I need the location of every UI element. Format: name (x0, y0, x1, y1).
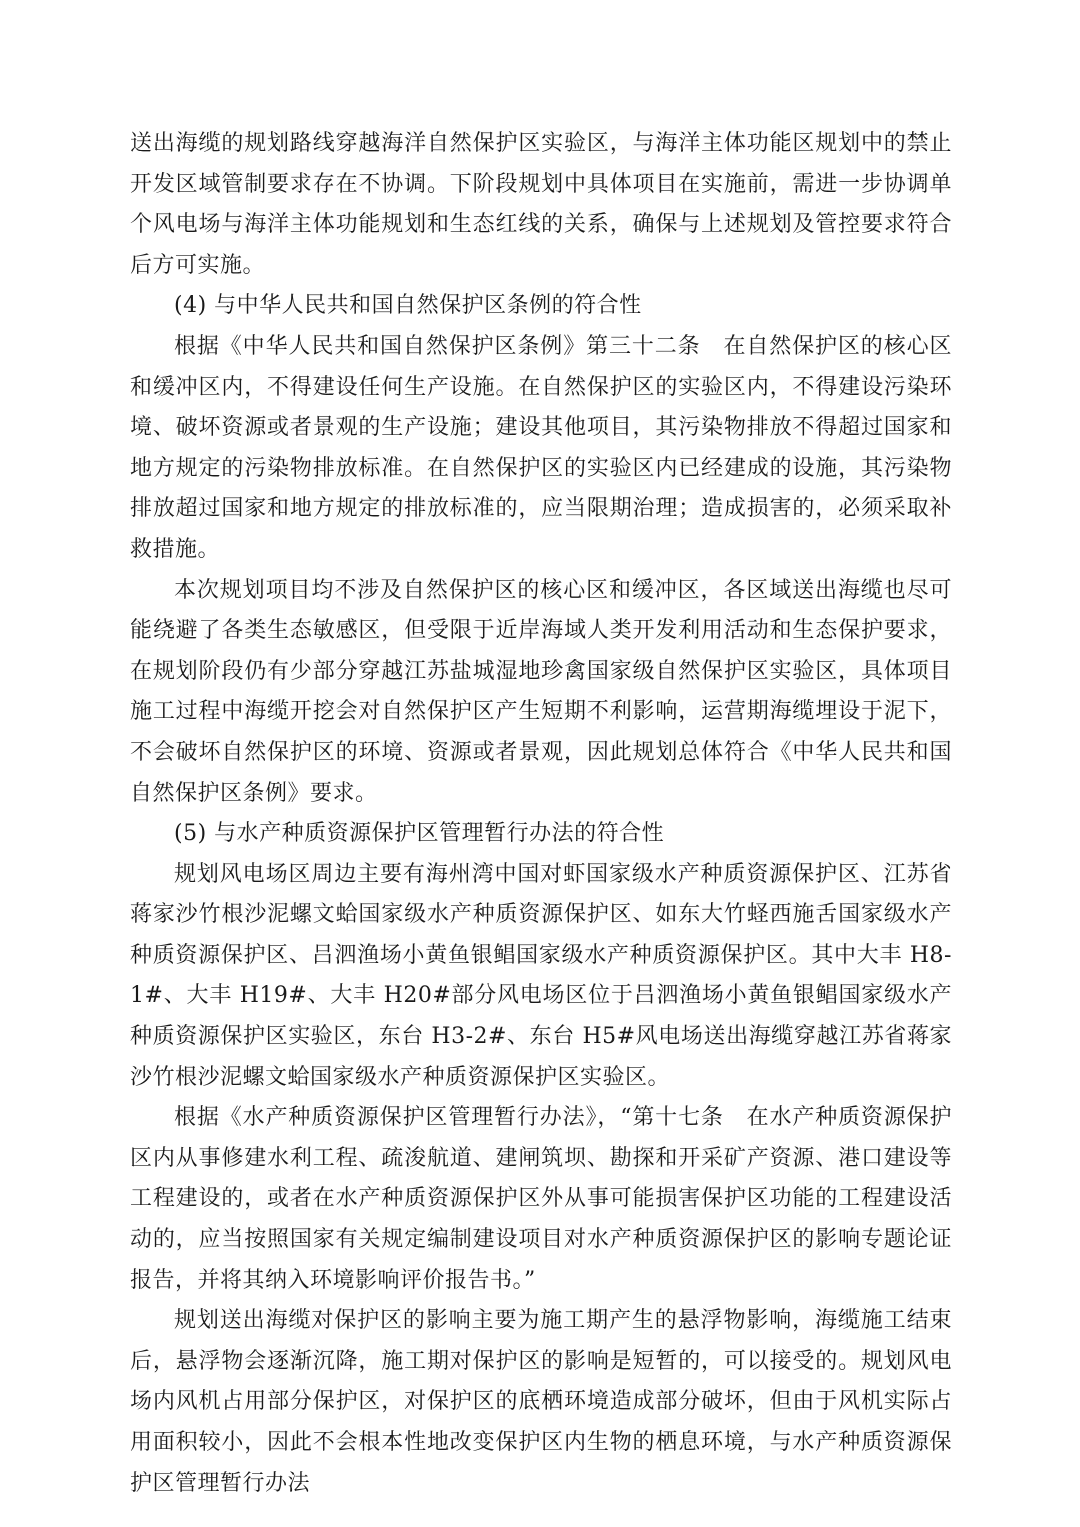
document-body (130, 124, 952, 1504)
section-heading-5: (5) 与水产种质资源保护区管理暂行办法的符合性 (174, 821, 665, 847)
paragraph: 根据《水产种质资源保护区管理暂行办法》，“第十七条 在水产种质资源保护区内从事修建水利工程、疏浚航道、建闸筑坝、勘探和开采矿产资源、港口建设等工程建设的，或者在水产种质资源保护区外从事可能损害保护区功能的工程建设活动的，应当按照国家有关规定编制建设项目对水产种质资源保护区的影响专题论证报告，并将其纳入环境影响评价报告书。” (130, 1105, 952, 1293)
paragraph: 本次规划项目均不涉及自然保护区的核心区和缓冲区，各区域送出海缆也尽可能绕避了各类生态敏感区，但受限于近岸海域人类开发利用活动和生态保护要求，在规划阶段仍有少部分穿越江苏盐城湿地珍禽国家级自然保护区实验区，具体项目施工过程中海缆开挖会对自然保护区产生短期不利影响，运营期海缆埋设于泥下，不会破坏自然保护区的环境、资源或者景观，因此规划总体符合《中华人民共和国自然保护区条例》要求。 (130, 577, 952, 806)
paragraph-continuation: 送出海缆的规划路线穿越海洋自然保护区实验区，与海洋主体功能区规划中的禁止开发区域管制要求存在不协调。下阶段规划中具体项目在实施前，需进一步协调单个风电场与海洋主体功能规划和生态红线的关系，确保与上述规划及管控要求符合后方可实施。 (130, 131, 952, 278)
paragraph: 规划送出海缆对保护区的影响主要为施工期产生的悬浮物影响，海缆施工结束后，悬浮物会逐渐沉降，施工期对保护区的影响是短暂的，可以接受的。规划风电场内风机占用部分保护区，对保护区的底栖环境造成部分破坏，但由于风机实际占用面积较小，因此不会根本性地改变保护区内生物的栖息环境，与水产种质资源保护区管理暂行办法 (130, 1308, 952, 1496)
paragraph: 规划风电场区周边主要有海州湾中国对虾国家级水产种质资源保护区、江苏省蒋家沙竹根沙泥螺文蛤国家级水产种质资源保护区、如东大竹蛏西施舌国家级水产种质资源保护区、吕泗渔场小黄鱼银鲳国家级水产种质资源保护区。其中大丰 H8-1#、大丰 H19#、大丰 H20#部分风电场区位于吕泗渔场小黄鱼银鲳国家级水产种质资源保护区实验区，东台 H3-2#、东台 H5#风电场送出海缆穿越江苏省蒋家沙竹根沙泥螺文蛤国家级水产种质资源保护区实验区。 (130, 861, 952, 1090)
paragraph: 根据《中华人民共和国自然保护区条例》第三十二条 在自然保护区的核心区和缓冲区内，不得建设任何生产设施。在自然保护区的实验区内，不得建设污染环境、破坏资源或者景观的生产设施；建设其他项目，其污染物排放不得超过国家和地方规定的污染物排放标准。在自然保护区的实验区内已经建成的设施，其污染物排放超过国家和地方规定的排放标准的，应当限期治理；造成损害的，必须采取补救措施。 (130, 333, 952, 562)
section-heading-4: (4) 与中华人民共和国自然保护区条例的符合性 (174, 293, 642, 319)
